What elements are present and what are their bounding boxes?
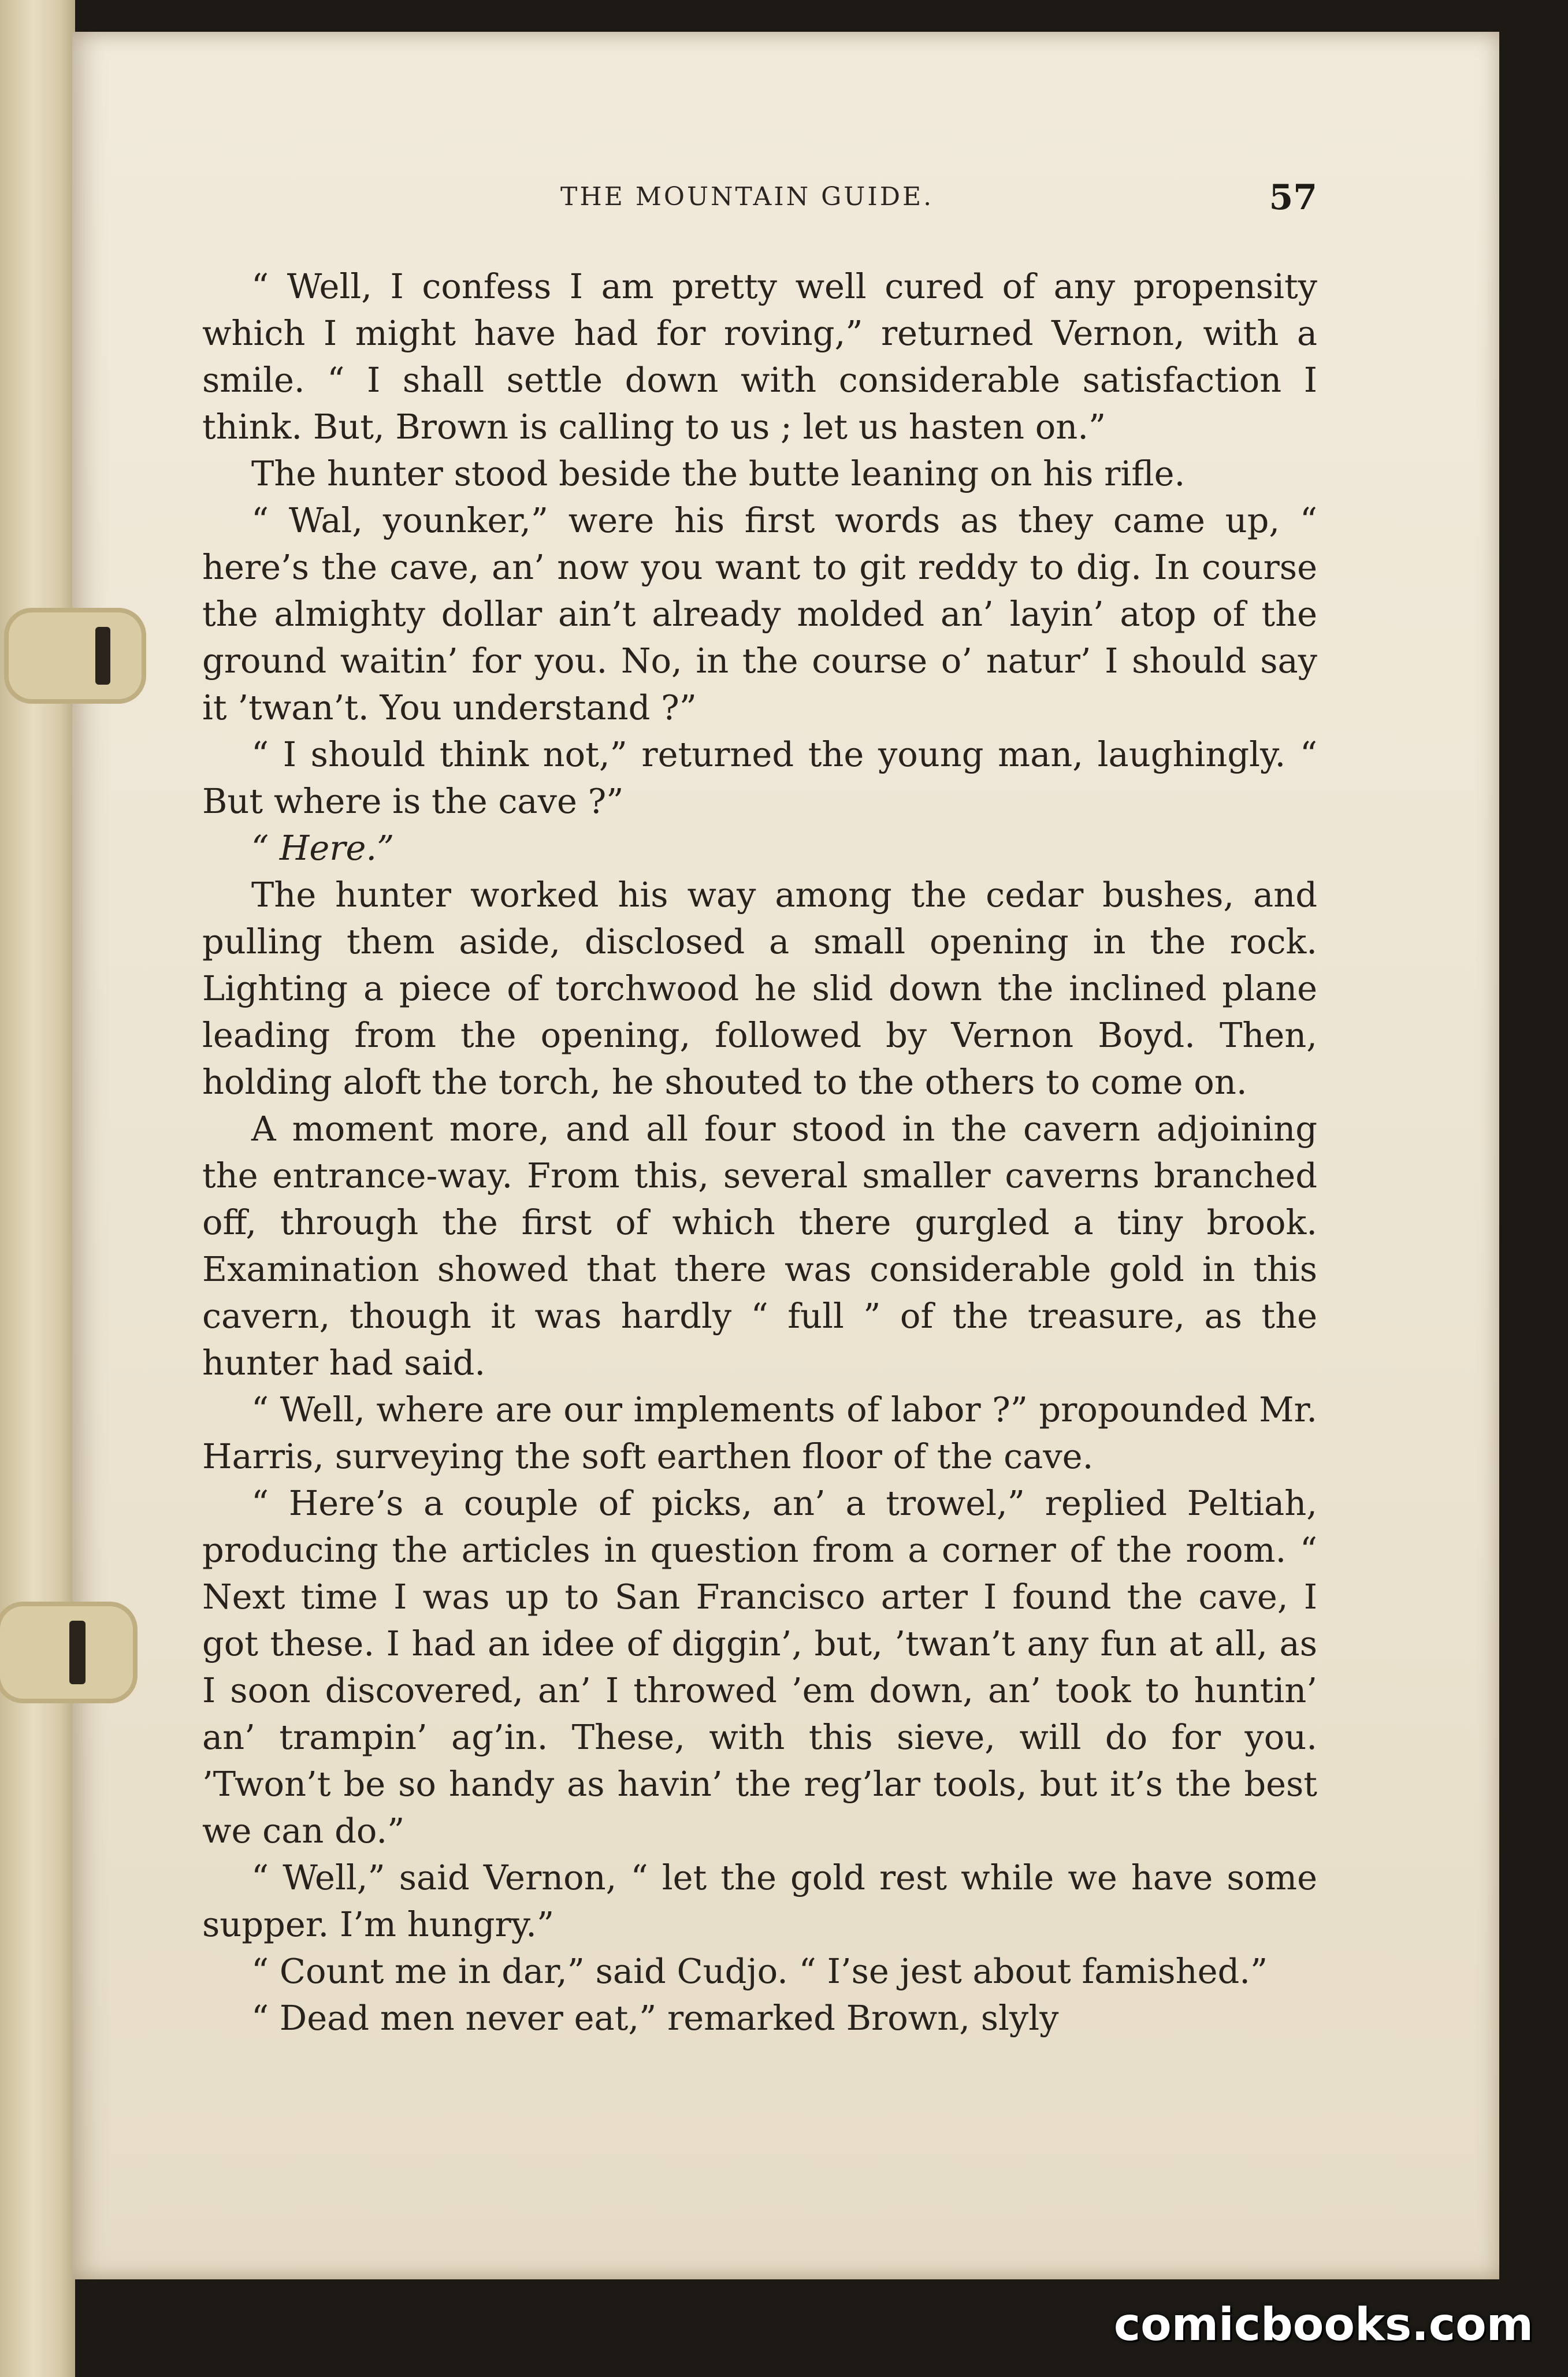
paragraph: The hunter worked his way among the cedar bushes, and pulling them aside, disclosed a small opening in the rock. Lighting a piece of torchwood he slid down the inclined plane leading from the opening, followed by Vernon Boyd. Then, holding aloft the torch, he shouted to the others to come on. xyxy=(202,875,1317,1102)
paragraph: The hunter stood beside the butte leaning on his rifle. xyxy=(251,454,1186,493)
site-watermark: comicbooks.com xyxy=(1113,2299,1533,2351)
body-text xyxy=(202,263,1317,2041)
paragraph: “ Well, I confess I am pretty well cured of any propensity which I might have had for roving,” returned Vernon, with a smile. “ I shall settle down with considerable satisfaction I think. But, Brown is calling to us ; let us hasten on.” xyxy=(202,266,1317,447)
paragraph: “ Well, where are our implements of labor ?” propounded Mr. Harris, surveying the soft earthen floor of the cave. xyxy=(202,1390,1317,1476)
paragraph: “ I should think not,” returned the young man, laughingly. “ But where is the cave ?” xyxy=(202,734,1317,821)
paragraph: “ Well,” said Vernon, “ let the gold rest while we have some supper. I’m hungry.” xyxy=(202,1858,1317,1944)
paragraph: “ Wal, younker,” were his first words as they came up, “ here’s the cave, an’ now you want to git reddy to dig. In course the almighty dollar ain’t already molded an’ layin’ atop of the ground waitin’ for you. No, in the course o’ natur’ I should say it ’twan’t. You understand ?” xyxy=(202,500,1317,727)
binding-stitch-bottom xyxy=(0,1606,133,1699)
paragraph: “ Here’s a couple of picks, an’ a trowel,” replied Peltiah, producing the articles in question from a corner of the room. “ Next time I was up to San Francisco arter I found the cave, I got these. I had an idee of diggin’, but, ’twan’t any fun at all, as I soon discovered, an’ I throwed ’em down, an’ took to huntin’ an’ trampin’ ag’in. These, with this sieve, will do for you. ’Twon’t be so handy as havin’ the reg’lar tools, but it’s the best we can do.” xyxy=(202,1483,1317,1851)
paragraph: A moment more, and all four stood in the cavern adjoining the entrance-way. From this, several smaller caverns branched off, through the first of which there gurgled a tiny brook. Examination showed that there was considerable gold in this cavern, though it was hardly “ full ” of the treasure, as the hunter had said. xyxy=(202,1109,1317,1383)
running-head xyxy=(202,177,1317,218)
paragraph: “ Here.” xyxy=(251,828,395,868)
page-number: 57 xyxy=(1269,177,1317,218)
running-head-title: THE MOUNTAIN GUIDE. xyxy=(560,182,934,211)
paragraph: “ Dead men never eat,” remarked Brown, slyly xyxy=(251,1998,1059,2038)
left-page-edge xyxy=(0,0,75,2377)
binding-stitch-top xyxy=(9,612,142,699)
paragraph: “ Count me in dar,” said Cudjo. “ I’se jest about famished.” xyxy=(251,1951,1268,1991)
